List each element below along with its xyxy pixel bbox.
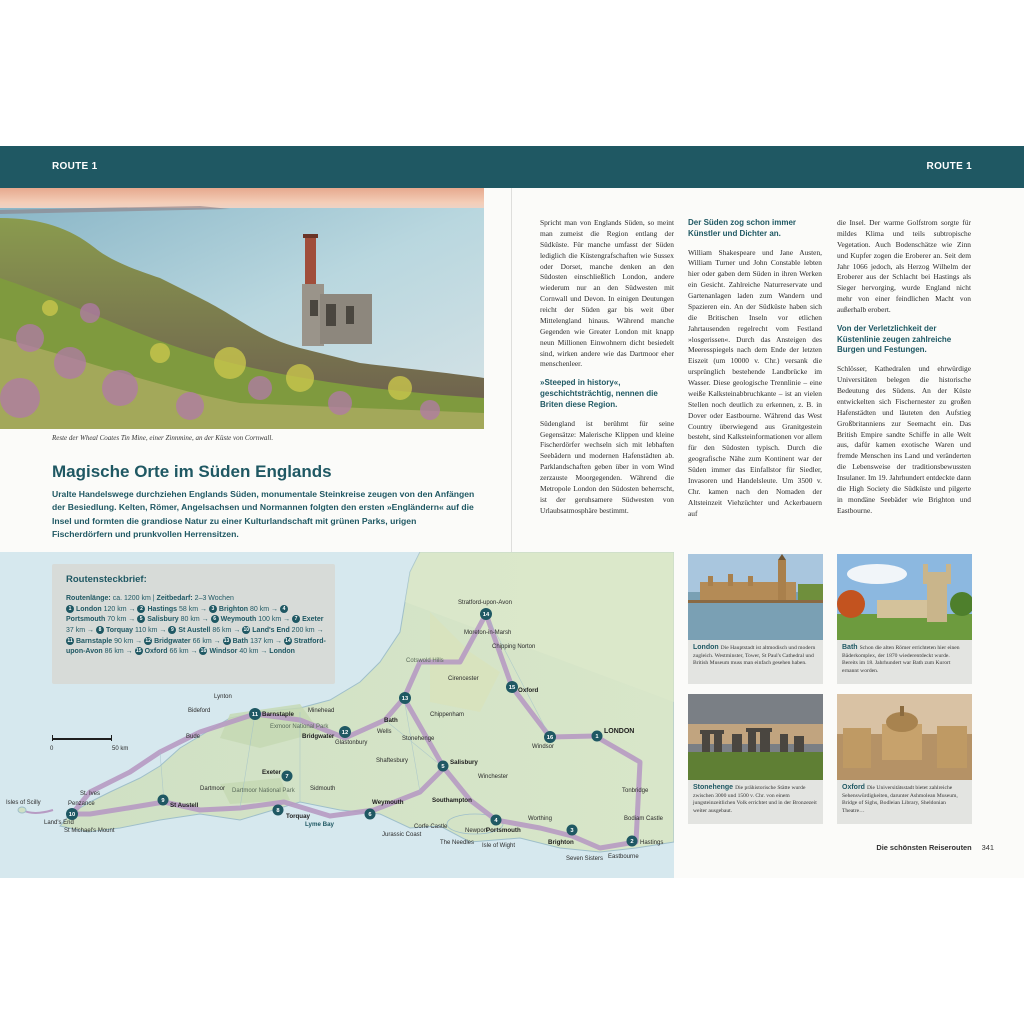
tile-title: Oxford: [842, 784, 865, 791]
stage-distance: 40 km →: [237, 648, 270, 656]
svg-text:Torquay: Torquay: [286, 813, 310, 820]
stage-place: Salisbury: [147, 616, 179, 624]
tile-text: Schon die alten Römer errichteten hier einen Bäderkomplex, der 1870 wiederentdeckt wurde. Bereits im 18. Jahrhundert war Bath zum Kurort ernannt worden.: [842, 645, 960, 675]
svg-text:12: 12: [341, 730, 349, 736]
svg-text:St Michael's Mount: St Michael's Mount: [64, 828, 115, 834]
stage-number-badge: 11: [67, 637, 73, 644]
svg-text:Cotswold Hills: Cotswold Hills: [406, 658, 444, 664]
svg-text:Brighton: Brighton: [548, 839, 574, 846]
svg-text:Stonehenge: Stonehenge: [402, 736, 435, 742]
stage-place: Weymouth: [220, 616, 257, 624]
svg-text:Dartmoor: Dartmoor: [200, 786, 226, 792]
stage-distance: 80 km →: [178, 616, 211, 624]
stage-place: Windsor: [209, 648, 238, 656]
tile-title: Bath: [842, 644, 858, 651]
stage-place: St Austell: [178, 626, 211, 634]
route-stage: [96, 627, 168, 634]
stage-place: Oxford: [144, 648, 168, 656]
route-stage: [168, 627, 242, 634]
tile-text: Die prähistorische Stätte wurde zwischen 3000 und 1500 v. Chr. von einem jungsteinzeitlichen Volk errichtet und in der Bronzezeit weiter ausgebaut.: [693, 785, 817, 815]
svg-text:Moreton-in-Marsh: Moreton-in-Marsh: [464, 630, 512, 636]
svg-text:Minehead: Minehead: [308, 708, 335, 714]
route-label-left: ROUTE 1: [52, 161, 98, 172]
stage-place: Brighton: [218, 605, 249, 613]
stage-place: Barnstaple: [76, 637, 113, 645]
svg-text:10: 10: [68, 812, 76, 818]
svg-text:LONDON: LONDON: [604, 728, 635, 735]
svg-text:Bridgwater: Bridgwater: [302, 733, 335, 740]
book-spread: [0, 146, 1024, 878]
stage-distance: 100 km →: [256, 616, 293, 624]
footer-title: Die schönsten Reiserouten: [876, 843, 972, 852]
text-column-2: [688, 218, 822, 527]
stage-distance: 137 km →: [248, 637, 284, 645]
tile-bath: [837, 554, 972, 684]
stage-number-badge: 14: [285, 637, 291, 644]
svg-text:14: 14: [482, 612, 490, 618]
stage-place: London: [269, 648, 295, 656]
svg-text:1: 1: [595, 734, 599, 740]
stage-place: Bath: [232, 637, 249, 645]
route-stage: [269, 648, 295, 655]
stage-distance: 58 km →: [177, 605, 209, 613]
stage-number-badge: 9: [168, 626, 176, 634]
stage-place: Hastings: [147, 605, 178, 613]
route-map: [0, 552, 674, 878]
svg-text:Bath: Bath: [384, 717, 398, 724]
route-label-right: ROUTE 1: [926, 161, 972, 172]
length-value: ca. 1200 km: [112, 595, 151, 602]
svg-text:Windsor: Windsor: [532, 744, 555, 750]
paragraph: Schlösser, Kathedralen und ehrwürdige Universitäten belegen die historische Bedeutung des Südens. An der Küste entwickelten sich Fischernester zu großen Hafenstädten und läuteten den Aufstieg Großbritanniens zur Seemacht ein. Das British Empire sandte Schiffe in alle Welt aus, dafür kamen exotische Waren und fremde Menschen ins Land und veränderten die Lebensweise der traditionsbewussten Insulaner. Im 19. Jahrhundert entdeckte dann die High Society die Südküste und pilgerte in mondäne Seebäder wie Brighton und Eastbourne.: [837, 364, 971, 515]
time-label: Zeitbedarf:: [156, 595, 193, 602]
oxford-photo: [837, 694, 972, 780]
subheading: Der Süden zog schon immer Künstler und Dichter an.: [688, 218, 797, 238]
svg-text:Jurassic Coast: Jurassic Coast: [382, 832, 422, 838]
tile-caption: [688, 780, 823, 824]
svg-text:Portsmouth: Portsmouth: [486, 827, 521, 834]
tile-title: London: [693, 644, 719, 651]
route-stage: [66, 638, 144, 645]
coast-illustration: [0, 188, 484, 429]
text-column-1: [540, 218, 674, 525]
tile-text: Die Universitätsstadt bietet zahlreiche Sehenswürdigkeiten, darunter Ashmolean Museum, Bridge of Sighs, Bodleian Library, Sheldonian Theatre…: [842, 785, 958, 815]
svg-text:Salisbury: Salisbury: [450, 759, 478, 766]
page-number: 341: [981, 843, 994, 852]
subheading: Von der Verletzlichkeit der Küstenlinie zeugen zahlreiche Burgen und Festungen.: [837, 323, 952, 355]
stage-number-badge: 2: [137, 605, 145, 613]
route-stage: [66, 606, 137, 613]
svg-text:Barnstaple: Barnstaple: [262, 711, 294, 718]
svg-text:Bodiam Castle: Bodiam Castle: [624, 816, 664, 822]
svg-text:8: 8: [276, 808, 280, 814]
stage-distance: 90 km →: [112, 637, 145, 645]
svg-text:Newport: Newport: [465, 828, 488, 834]
svg-text:Chippenham: Chippenham: [430, 712, 465, 718]
tile-text: Die Hauptstadt ist altmodisch und modern zugleich. Westminster, Tower, St Paul's Cathedral und British Museum muss man einfach gesehen haben.: [693, 645, 816, 667]
svg-text:Exmoor National Park: Exmoor National Park: [270, 724, 329, 730]
stonehenge-photo: [688, 694, 823, 780]
stage-place: Stratford-upon-Avon: [66, 637, 326, 656]
stage-distance: 110 km →: [133, 626, 169, 634]
stage-distance: 70 km →: [105, 616, 138, 624]
route-stages: [66, 606, 326, 656]
route-stage: [209, 606, 280, 613]
stage-distance: 86 km →: [102, 648, 135, 656]
svg-text:13: 13: [401, 696, 409, 702]
svg-text:0: 0: [50, 746, 54, 752]
stage-place: Exeter: [302, 616, 324, 624]
header-banner: [0, 146, 1024, 188]
stage-place: Portsmouth: [66, 616, 106, 624]
svg-text:Bude: Bude: [186, 734, 201, 740]
stage-distance: 200 km →: [289, 626, 324, 634]
svg-text:The Needles: The Needles: [440, 840, 475, 846]
svg-text:Corfe Castle: Corfe Castle: [414, 824, 448, 830]
svg-text:6: 6: [368, 812, 372, 818]
stage-number-badge: 4: [280, 605, 288, 613]
bath-photo: [837, 554, 972, 640]
paragraph: Südengland ist berühmt für seine Gegensätze: Malerische Klippen und kleine Fischerdörfer wechseln sich mit lebhaften Seebädern und modernen Hafenstädten ab. Parklandschaften geben über in vom Wind zerzauste Moorgegenden. Während die Metropole London den Südosten beherrscht, ist der geruhsamere Südwesten von Urlaubsatmosphäre bestimmt.: [540, 418, 674, 515]
route-info-box: [52, 564, 335, 684]
stage-number-badge: 16: [200, 648, 207, 655]
route-stage: [199, 648, 269, 655]
svg-text:Bideford: Bideford: [188, 708, 211, 714]
paragraph: William Shakespeare und Jane Austen, William Turner und John Constable lebten hier oder gaben dem Süden in ihren Werken ein Gesicht. Zahlreiche Naturreservate und Gartenanlagen laden zum Wandern und Spazieren ein. An der Südküste haben sich die Britischen Inseln vor etlichen Jahrtausenden regelrecht vom Festland »losgerissen«. Durch das Ansteigen des Meeresspiegels nach dem Ende der letzten Eiszeit (um 10000 v. Chr.) versank die ursprünglich bestehende Landbrücke im Wasser. Diese geologische Trennlinie – eine weiße Kalksteinabbruchkante – ist an vielen Stellen noch deutlich zu erkennen, z. B. in Dover oder Eastbourne. Während das West Country überwiegend aus Granitgestein besteht, sind Kalksteinformationen vor allem für den Südosten typisch. Durch die geografische Nähe zum Kontinent war der Süden immer das Einfallstor für Siedler, Invasoren und Handelsleute. Um 3500 v. Chr. kamen nach den Nomaden der Altsteinzeit Viehzüchter und Ackerbauern auf: [688, 247, 822, 518]
svg-text:Weymouth: Weymouth: [372, 799, 404, 806]
stage-place: Bridgwater: [154, 637, 191, 645]
tile-london: [688, 554, 823, 684]
subheading: »Steeped in history«, geschichtsträchtig, nennen die Briten diese Region.: [540, 378, 658, 409]
route-stage: [211, 616, 292, 623]
stage-distance: 120 km →: [101, 605, 138, 613]
tile-title: Stonehenge: [693, 784, 734, 791]
stage-number-badge: 8: [96, 626, 104, 634]
svg-text:3: 3: [570, 828, 574, 834]
svg-text:Land's End: Land's End: [44, 820, 74, 826]
stage-number-badge: 6: [211, 615, 219, 623]
svg-text:Oxford: Oxford: [518, 687, 539, 694]
tile-caption: [688, 640, 823, 684]
svg-text:Lynton: Lynton: [214, 694, 232, 700]
stage-distance: 80 km →: [248, 605, 280, 613]
route-stage: [223, 638, 284, 645]
svg-text:15: 15: [508, 685, 516, 691]
stage-distance: 86 km →: [210, 626, 243, 634]
paragraph: Spricht man von Englands Süden, so meint man zumeist die Region entlang der Südküste. Für manche umfasst der Süden lediglich die Küstengrafschaften wie Sussex oder Dorset, manche denken an den Südosten einschließlich London, andere wiederum nur an den Südwesten mit Cornwall und Devon. In einigen Deutungen reicht der Süden gar bis weit über Mittelengland hinaus. Während manche Gegenden wie Greater London mit knapp neun Millionen Einwohnern dicht besiedelt sind, wirken andere wie das Dartmoor eher menschenleer.: [540, 218, 674, 369]
svg-text:Shaftesbury: Shaftesbury: [376, 758, 409, 764]
svg-text:9: 9: [161, 798, 165, 804]
svg-text:St Austell: St Austell: [170, 802, 199, 809]
stage-number-badge: 5: [137, 615, 145, 623]
svg-text:50 km: 50 km: [112, 746, 129, 752]
svg-text:Lyme Bay: Lyme Bay: [305, 821, 335, 828]
svg-text:Isle of Wight: Isle of Wight: [482, 843, 516, 849]
paragraph: die Insel. Der warme Golfstrom sorgte für mildes Klima und teils subtropische Vegetation. Auch Bodenschätze wie Zinn und Kupfer zogen die Eroberer an. Seit dem Jahr 1066 jedoch, als Herzog Wilhelm der Eroberer aus der Schlacht bei Hastings als Sieger hervorging, wurde England nicht mehr von einer feindlichen Macht von außerhalb erobert.: [837, 218, 971, 314]
tile-oxford: [837, 694, 972, 824]
stage-number-badge: 7: [292, 615, 300, 623]
svg-text:Tonbridge: Tonbridge: [622, 788, 649, 794]
tile-stonehenge: [688, 694, 823, 824]
route-stage: [135, 648, 200, 655]
svg-text:2: 2: [630, 839, 634, 845]
stage-distance: 37 km →: [66, 626, 96, 634]
svg-text:Wells: Wells: [377, 729, 392, 735]
svg-text:Isles of Scilly: Isles of Scilly: [6, 800, 41, 806]
tile-caption: [837, 640, 972, 684]
svg-text:Eastbourne: Eastbourne: [608, 854, 639, 860]
stage-distance: 66 km →: [167, 648, 200, 656]
route-stage: [242, 627, 323, 634]
stage-number-badge: 3: [209, 605, 217, 613]
svg-text:Winchester: Winchester: [478, 774, 509, 780]
london-photo: [688, 554, 823, 640]
stage-distance: 66 km →: [190, 637, 223, 645]
tile-caption: [837, 780, 972, 824]
route-stage: [144, 638, 222, 645]
stage-place: Land's End: [252, 626, 290, 634]
svg-text:Penzance: Penzance: [68, 801, 95, 807]
svg-text:St. Ives: St. Ives: [80, 791, 101, 797]
svg-text:Cirencester: Cirencester: [448, 676, 479, 682]
stage-number-badge: 13: [223, 637, 230, 644]
stage-number-badge: 12: [145, 637, 151, 644]
stage-number-badge: 1: [66, 605, 74, 613]
article-title: Magische Orte im Süden Englands: [52, 462, 332, 481]
svg-text:Seven Sisters: Seven Sisters: [566, 856, 604, 862]
stage-number-badge: 10: [243, 626, 250, 633]
svg-text:Chipping Norton: Chipping Norton: [492, 644, 536, 650]
svg-text:Worthing: Worthing: [528, 816, 552, 822]
route-stage: [137, 616, 210, 623]
stage-place: Torquay: [105, 626, 134, 634]
article-lead: Uralte Handelswege durchziehen Englands Süden, monumentale Steinkreise zeugen von den Anfängen der Besiedlung. Kelten, Römer, Angelsachsen und Normannen folgten den ersten »Engländern« auf die Insel und formten die grandiose Natur zu einer Kulturlandschaft mit grünen Parks, urigen Fischerdörfern und prunkvollen Herrensitzen.: [52, 489, 475, 539]
svg-text:Sidmouth: Sidmouth: [310, 786, 336, 792]
text-column-3: [837, 218, 971, 525]
svg-text:Glastonbury: Glastonbury: [335, 740, 368, 746]
wheal-coates-photo: [0, 188, 484, 429]
info-box-title: Routensteckbrief:: [66, 574, 147, 585]
length-label: Routenlänge:: [66, 595, 111, 602]
svg-text:Exeter: Exeter: [262, 769, 281, 776]
svg-text:Southampton: Southampton: [432, 797, 472, 804]
route-stage: [137, 606, 208, 613]
svg-text:16: 16: [546, 735, 554, 741]
svg-text:4: 4: [494, 818, 498, 824]
time-value: 2–3 Wochen: [194, 595, 234, 602]
page-footer: [876, 843, 994, 852]
svg-text:Dartmoor National Park: Dartmoor National Park: [232, 788, 295, 794]
info-box-body: Routenlänge: ca. 1200 km | Zeitbedarf: 2–3 Wochen 1 London 120 km → 2 Hastings 58 km → 3 Brighton 80 km → 4Portsmouth 70 km → 5 Salisbury 80 km → 6 Weymouth 100 km → 7 Exeter 37 km → 8 Torquay 110 km → 9 St Austell 86 km → 10 Land's End 200 km → 11 Barnstaple 90 km → 12 Bridgwater 66 km → 13 Bath 137 km → 14 Stratford-upon-Avon 86 km → 15 Oxford 66 km → 16 Windsor 40 km → London: [66, 595, 326, 656]
svg-text:Hastings: Hastings: [640, 840, 664, 846]
svg-text:Stratford-upon-Avon: Stratford-upon-Avon: [458, 600, 512, 606]
svg-text:5: 5: [441, 764, 445, 770]
stage-place: London: [76, 605, 102, 613]
stage-number-badge: 15: [135, 648, 142, 655]
svg-text:11: 11: [251, 712, 259, 718]
photo-caption: Reste der Wheal Coates Tin Mine, einer Zinnmine, an der Küste von Cornwall.: [52, 434, 274, 442]
svg-text:7: 7: [285, 774, 289, 780]
